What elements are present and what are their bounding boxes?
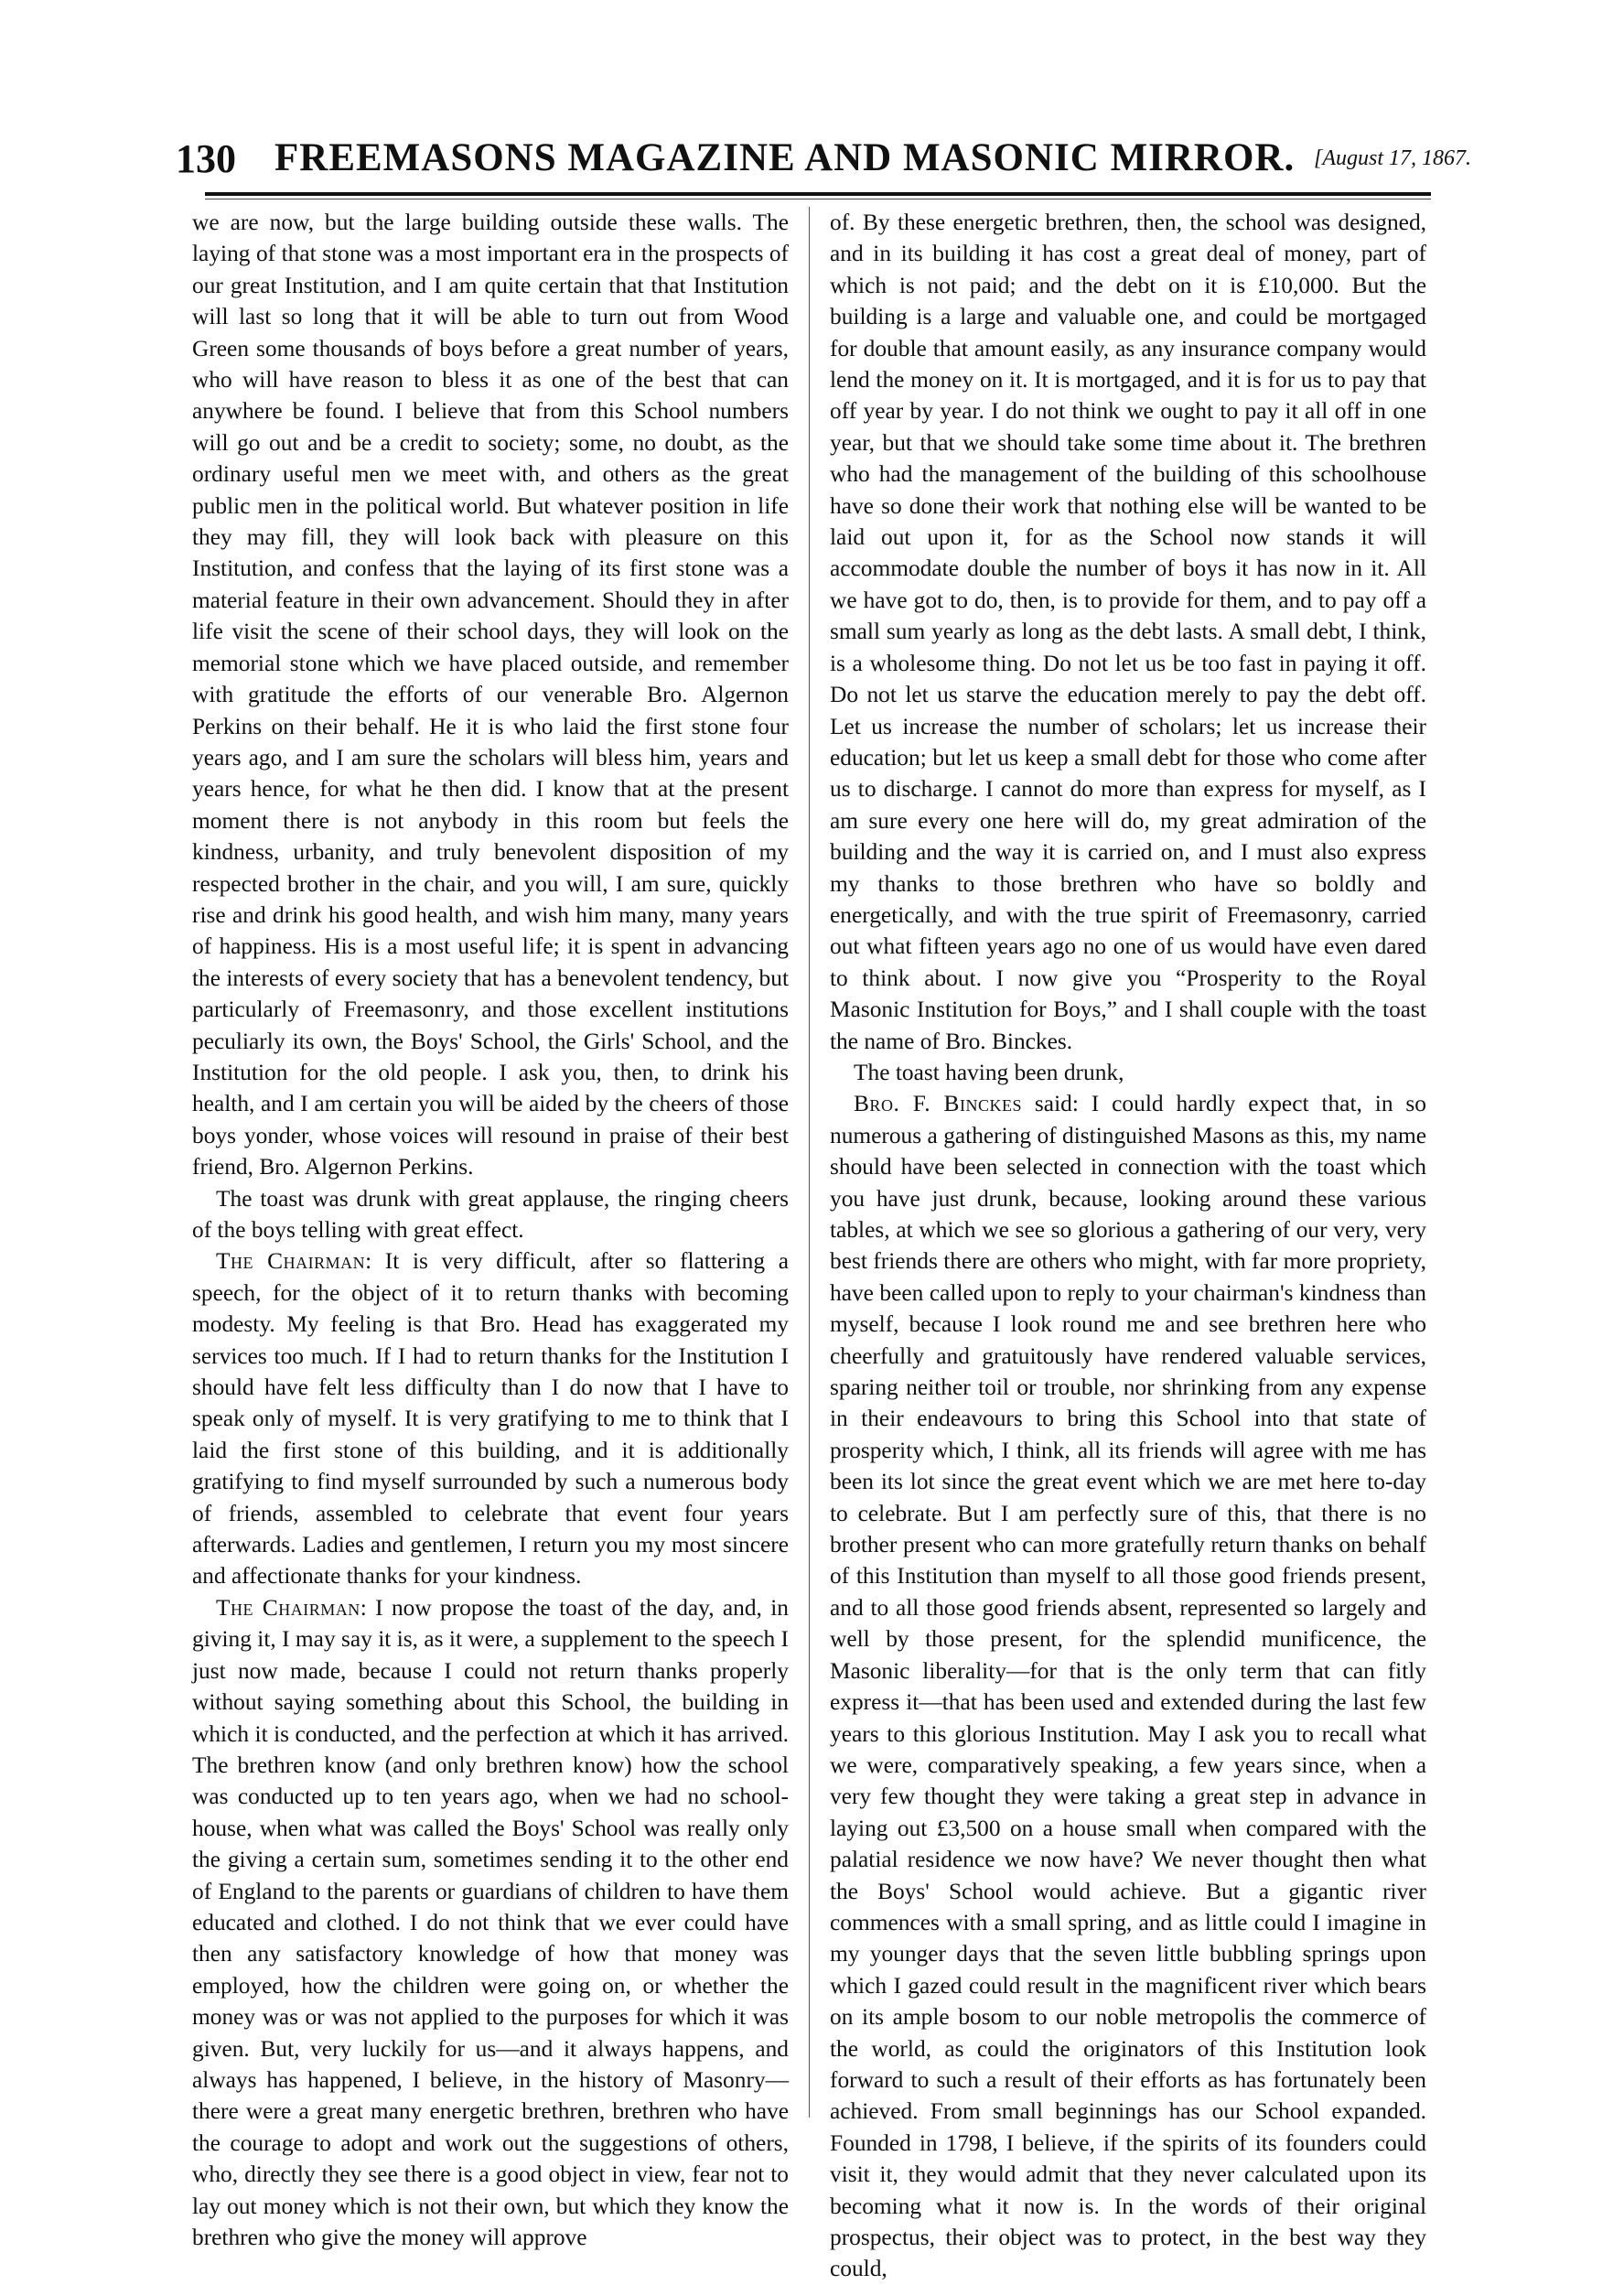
page-header xyxy=(0,0,1624,192)
paragraph xyxy=(192,1245,789,1591)
paragraph: The toast was drunk with great applause, the ringing cheers of the boys telling with great effect. xyxy=(192,1185,789,1243)
page-number: 130 xyxy=(176,136,236,181)
paragraph xyxy=(192,1592,789,2254)
paragraph: The toast having been drunk, xyxy=(854,1059,1124,1085)
left-column xyxy=(192,207,789,2250)
speech-text: : It is very difficult, after so flattering a speech, for the object of it to return thanks with becoming modesty. My feeling is that Bro. Head has exaggerated my services too much. If I had to return thanks for the Institution I should have felt less difficulty than I do now that I have to speak only of myself. It is very gratifying to me to think that I laid the first stone of this building, and it is additionally gratifying to find myself surrounded by such a numerous body of friends, assembled to celebrate that event four years afterwards. Ladies and gentlemen, I return you my most sincere and affectionate thanks for your kindness. xyxy=(192,1248,789,1590)
speaker-name: The Chairman xyxy=(216,1594,360,1621)
right-column xyxy=(830,207,1427,2282)
header-rule xyxy=(205,192,1431,196)
paragraph: of. By these energetic brethren, then, the school was designed, and in its building it has cost a great deal of money, part of which is not paid; and the debt on it is £10,000. But the building is a large and valuable one, and could be mortgaged for double that amount easily, as any insurance company would lend the money on it. It is mortgaged, and it is for us to pay that off year by year. I do not think we ought to pay it all off in one year, but that we should take some time about it. The brethren who had the management of the building of this schoolhouse have so done their work that nothing else will be wanted to be laid out upon it, for as the School now stands it will accommodate double the number of boys it has now in it. All we have got to do, then, is to provide for them, and to pay off a small sum yearly as long as the debt lasts. A small debt, I think, is a wholesome thing. Do not let us be too fast in paying it off. Do not let us starve the education merely to pay the debt off. Let us increase the number of scholars; let us increase their education; but let us keep a small debt for those who come after us to discharge. I cannot do more than express for myself, as I am sure every one here will do, my great admiration of the building and the way it is carried on, and I must also express my thanks to those brethren who have so boldly and energetically, and with the true spirit of Freemasonry, carried out what fifteen years ago no one of us would have even dared to think about. I now give you “Prosperity to the Royal Masonic Institution for Boys,” and I shall couple with the toast the name of Bro. Binckes. xyxy=(830,210,1426,1054)
magazine-title: FREEMASONS MAGAZINE AND MASONIC MIRROR. xyxy=(274,136,1296,179)
column-divider xyxy=(809,207,810,2118)
paragraph: we are now, but the large building outside these walls. The laying of that stone was a most important era in the prospects of our great Institution, and I am quite certain that that Institution will last so long that it will be able to turn out from Wood Green some thousands of boys before a great number of years, who will have reason to bless it as one of the best that can anywhere be found. I believe that from this School numbers will go out and be a credit to society; some, no doubt, as the ordinary useful men we meet with, and others as the great public men in the political world. But whatever position in life they may fill, they will look back with pleasure on this Institution, and confess that the laying of its first stone was a material feature in their own advancement. Should they in after life visit the scene of their school days, they will look on the memorial stone which we have placed outside, and remember with gratitude the efforts of our venerable Bro. Algernon Perkins on their behalf. He it is who laid the first stone four years ago, and I am sure the scholars will bless him, years and years hence, for what he then did. I know that at the present moment there is not anybody in this room but feels the kindness, urbanity, and truly benevolent disposition of my respected brother in the chair, and you will, I am sure, quickly rise and drink his good health, and wish him many, many years of happiness. His is a most useful life; it is spent in advancing the interests of every society that has a benevolent tendency, but particularly of Freemasonry, and those excellent institutions peculiarly its own, the Boys' School, the Girls' School, and the Institution for the old people. I ask you, then, to drink his health, and I am certain you will be aided by the cheers of those boys yonder, whose voices will resound in praise of their best friend, Bro. Algernon Perkins. xyxy=(192,210,789,1180)
speaker-name: The Chairman xyxy=(216,1248,366,1275)
issue-date: [August 17, 1867. xyxy=(1314,146,1472,170)
speech-text: said: I could hardly expect that, in so numerous a gathering of distinguished Masons as this, my name should have been selected in connection with the toast which you have just drunk, because, looking around these various tables, at which we see so glorious a gathering of our very, very best friends there are others who might, with far more propriety, have been called upon to reply to your chairman's kindness than myself, because I look round me and see brethren here who cheerfully and gratuitously have rendered valuable services, sparing neither toil or trouble, nor shrinking from any expense in their endeavours to bring this School into that state of prosperity which, I think, all its friends will agree with me has been its lot since the great event which we are met here to-day to celebrate. But I am perfectly sure of this, that there is no brother present who can more gratefully return thanks on behalf of this Institution than myself to all those good friends present, and to all those good friends absent, represented so largely and well by those present, for the splendid munificence, the Masonic liberality—for that is the only term that can fitly express it—that has been used and extended during the last few years to this glorious Institution. May I ask you to recall what we were, comparatively speaking, a few years since, when a very few thought they were taking a great step in advance in laying out £3,500 on a house small when compared with the palatial residence we now have? We never thought then what the Boys' School would achieve. But a gigantic river commences with a small spring, and as little could I imagine in my younger days that the seven little bubbling springs upon which I gazed could result in the magnificent river which bears on its ample bosom to our noble metropolis the commerce of the world, as could the originators of this Institution look forward to such a result of their efforts as has fortunately been achieved. From small beginnings has our School expanded. Founded in 1798, I believe, if the spirits of its founders could visit it, they would admit that they never calculated upon its becoming what it now is. In the words of their original prospectus, their object was to protect, in the best way they could, xyxy=(830,1091,1427,2282)
paragraph xyxy=(830,1088,1426,2284)
speaker-name: Bro. F. Binckes xyxy=(854,1091,1022,1117)
speech-text: : I now propose the toast of the day, and, in giving it, I may say it is, as it were, a supplement to the speech I just now made, because I could not return thanks properly without saying something about this School, the building in which it is conducted, and the perfection at which it has arrived. The brethren know (and only brethren know) how the school was conducted up to ten years ago, when we had no school-house, when what was called the Boys' School was really only the giving a certain sum, sometimes sending it to the other end of England to the parents or guardians of children to have them educated and clothed. I do not think that we ever could have then any satisfactory knowledge of how that money was employed, how the children were going on, or whether the money was or was not applied to the purposes for which it was given. But, very luckily for us—and it always happens, and always has happened, I believe, in the history of Masonry—there were a great many energetic brethren, brethren who have the courage to adopt and work out the suggestions of others, who, directly they see there is a good object in view, fear not to lay out money which is not their own, but which they know the brethren who give the money will approve xyxy=(192,1594,789,2250)
